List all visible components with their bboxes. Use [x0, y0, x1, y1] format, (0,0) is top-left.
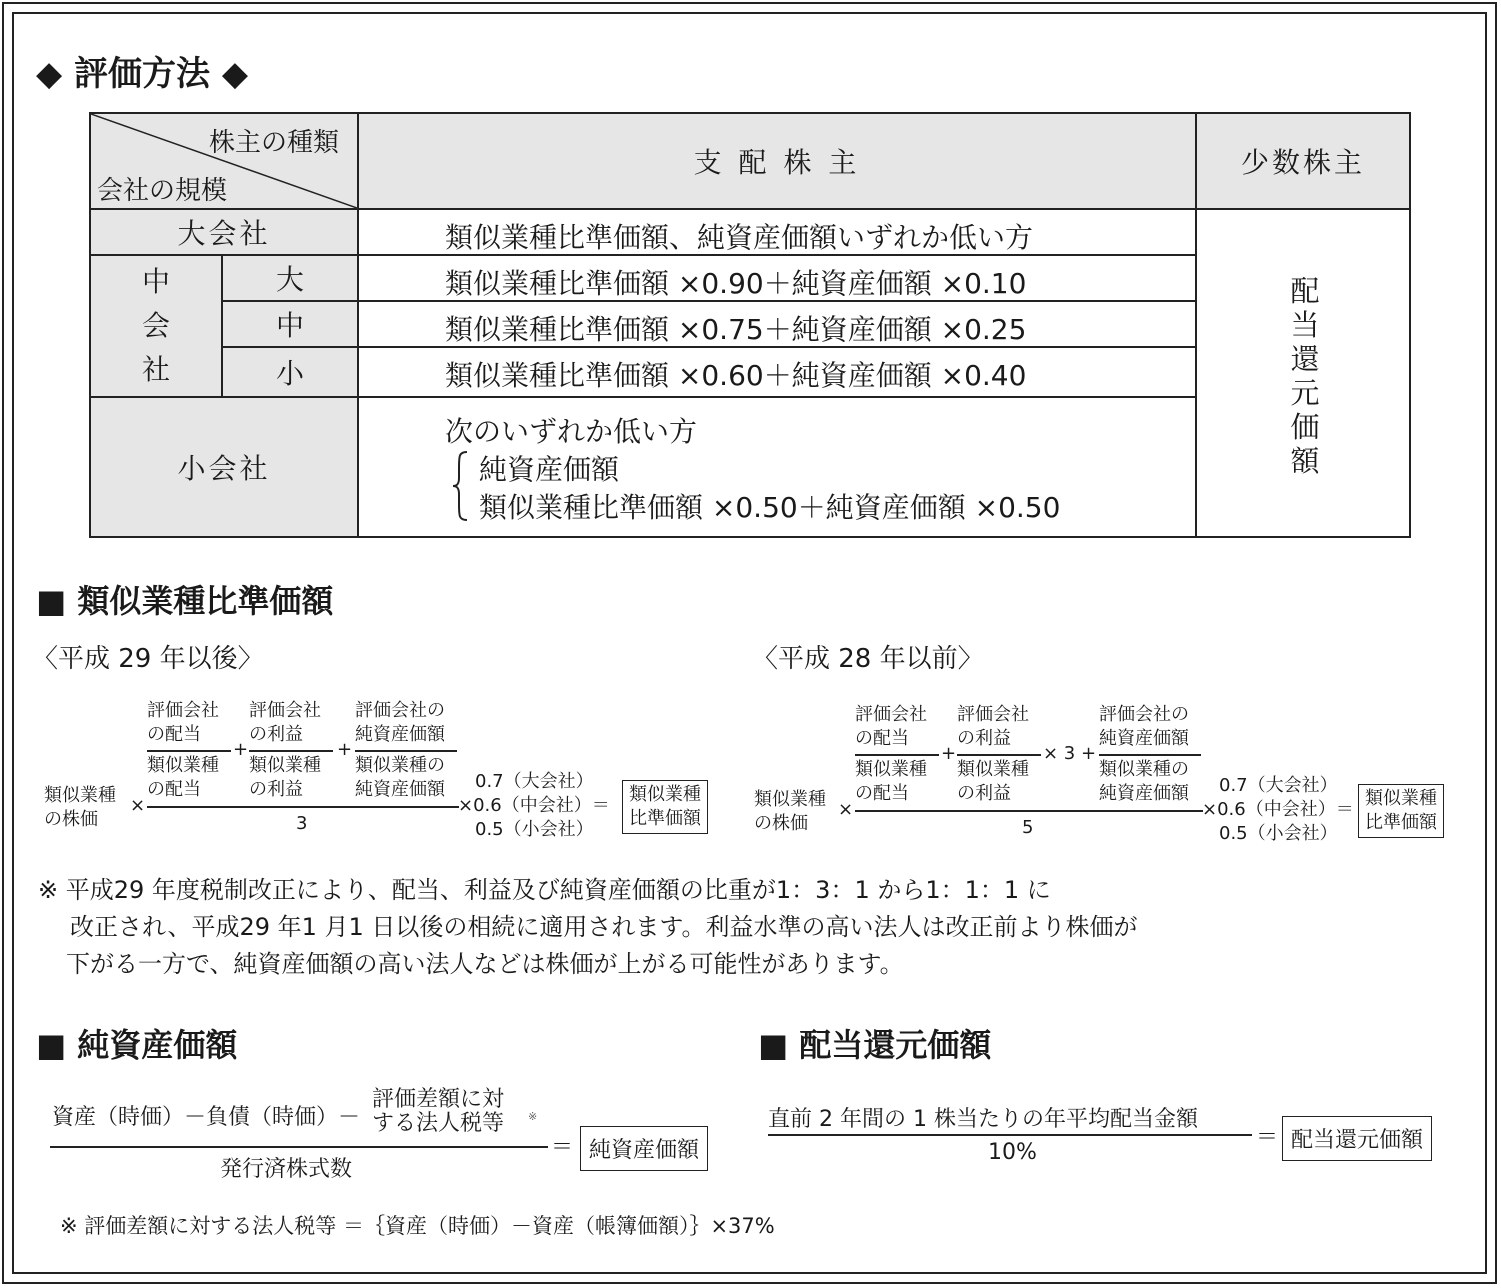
- fo-n2-bot: 類似業種 の利益: [957, 759, 1029, 804]
- fo-times-3: × 3 +: [1043, 743, 1097, 764]
- formula-small-option-2: 類似業種比準価額 ×0.50＋純資産価額 ×0.50: [479, 491, 1061, 524]
- reform-note-line-1: ※ 平成29 年度税制改正により、配当、利益及び純資産価額の比重が1：3：1 から1：1：1 に: [38, 876, 1051, 904]
- div-denominator: 10%: [988, 1140, 1037, 1165]
- mid-size-medium: 中: [223, 302, 357, 346]
- minority-char-1: 配: [1290, 274, 1320, 308]
- minority-char-6: 額: [1290, 444, 1320, 478]
- net-numerator: 資産（時価）－負債（時価）－: [52, 1105, 361, 1130]
- fn-n1-top: 評価会社 の配当: [147, 700, 219, 745]
- mid-size-large: 大: [223, 256, 357, 300]
- fo-n1-top: 評価会社 の配当: [855, 704, 927, 749]
- fo-denominator: 5: [1022, 817, 1034, 838]
- fo-times: ×: [838, 799, 854, 820]
- formula-small-option-1: 純資産価額: [479, 453, 620, 486]
- fn-result: 類似業種 比準価額: [622, 780, 708, 834]
- net-numerator-tail: 評価差額に対 する法人税等: [372, 1087, 505, 1136]
- fn-n3-bot: 類似業種の 純資産価額: [355, 755, 445, 800]
- minority-char-4: 元: [1290, 376, 1320, 410]
- div-result: 配当還元価額: [1282, 1116, 1432, 1161]
- fn-multipliers: 0.7（大会社） ×0.6（中会社）＝ 0.5（小会社）: [458, 771, 610, 840]
- fn-times: ×: [130, 795, 146, 816]
- fn-n3-top: 評価会社の 純資産価額: [355, 700, 445, 745]
- fo-left: 類似業種 の株価: [754, 789, 826, 834]
- era-after-h29: 〈平成 29 年以後〉: [32, 644, 264, 674]
- net-denominator: 発行済株式数: [220, 1157, 353, 1182]
- formula-large: 類似業種比準価額、純資産価額いずれか低い方: [445, 221, 1034, 254]
- div-equals: ＝: [1256, 1125, 1279, 1150]
- section-similar-industry: ■ 類似業種比準価額: [36, 582, 334, 620]
- row-small-company: 小会社: [91, 398, 357, 536]
- net-result: 純資産価額: [580, 1126, 708, 1171]
- fn-n2-top: 評価会社 の利益: [249, 700, 321, 745]
- fn-left: 類似業種 の株価: [44, 785, 116, 830]
- corner-shareholder-type: 株主の種類: [209, 128, 340, 158]
- reform-note-line-2: 改正され、平成29 年1 月1 日以後の相続に適用されます。利益水準の高い法人は改正前より株価が: [70, 913, 1138, 941]
- header-control-shareholder: 支 配 株 主: [359, 114, 1195, 208]
- era-before-h28: 〈平成 28 年以前〉: [752, 644, 984, 674]
- formula-small-intro: 次のいずれか低い方: [445, 415, 698, 448]
- net-equals: ＝: [551, 1135, 574, 1160]
- corner-company-size: 会社の規模: [97, 176, 228, 206]
- formula-mid-medium: 類似業種比準価額 ×0.75＋純資産価額 ×0.25: [445, 313, 1027, 346]
- fo-n3-top: 評価会社の 純資産価額: [1099, 704, 1189, 749]
- net-mark: ※: [528, 1110, 538, 1123]
- fn-denominator: 3: [296, 813, 308, 834]
- fn-plus-2: +: [337, 739, 353, 760]
- fo-multipliers: 0.7（大会社） ×0.6（中会社）＝ 0.5（小会社）: [1202, 775, 1354, 844]
- fo-n1-bot: 類似業種 の配当: [855, 759, 927, 804]
- footnote: ※ 評価差額に対する法人税等 ＝｛資産（時価）－資産（帳簿価額）｝×37%: [60, 1214, 775, 1238]
- fn-n2-bot: 類似業種 の利益: [249, 755, 321, 800]
- brace-icon: [451, 450, 471, 522]
- mid-label-3: 社: [141, 353, 170, 386]
- header-minority-shareholder: 少数株主: [1197, 114, 1409, 208]
- fo-result: 類似業種 比準価額: [1358, 784, 1444, 838]
- minority-char-2: 当: [1290, 308, 1320, 342]
- fo-n3-bot: 類似業種の 純資産価額: [1099, 759, 1189, 804]
- reform-note-line-3: 下がる一方で、純資産価額の高い法人などは株価が上がる可能性があります。: [66, 950, 904, 978]
- page-title: ◆ 評価方法 ◆: [36, 54, 248, 94]
- formula-mid-large: 類似業種比準価額 ×0.90＋純資産価額 ×0.10: [445, 267, 1027, 300]
- minority-char-5: 価: [1290, 410, 1320, 444]
- mid-label-1: 中: [141, 265, 170, 298]
- fo-plus-1: +: [941, 743, 957, 764]
- fn-plus-1: +: [233, 739, 249, 760]
- mid-size-small: 小: [223, 348, 357, 396]
- fo-n2-top: 評価会社 の利益: [957, 704, 1029, 749]
- row-mid-company: [91, 256, 221, 396]
- section-net-asset: ■ 純資産価額: [36, 1026, 238, 1064]
- section-dividend: ■ 配当還元価額: [758, 1026, 992, 1064]
- div-numerator: 直前 2 年間の 1 株当たりの年平均配当金額: [768, 1107, 1198, 1132]
- minority-dividend-value: [1285, 274, 1325, 478]
- row-large-company: 大会社: [91, 210, 357, 254]
- formula-mid-small: 類似業種比準価額 ×0.60＋純資産価額 ×0.40: [445, 359, 1027, 392]
- fn-n1-bot: 類似業種 の配当: [147, 755, 219, 800]
- minority-char-3: 還: [1290, 342, 1320, 376]
- mid-label-2: 会: [141, 309, 170, 342]
- evaluation-table: [89, 112, 1411, 538]
